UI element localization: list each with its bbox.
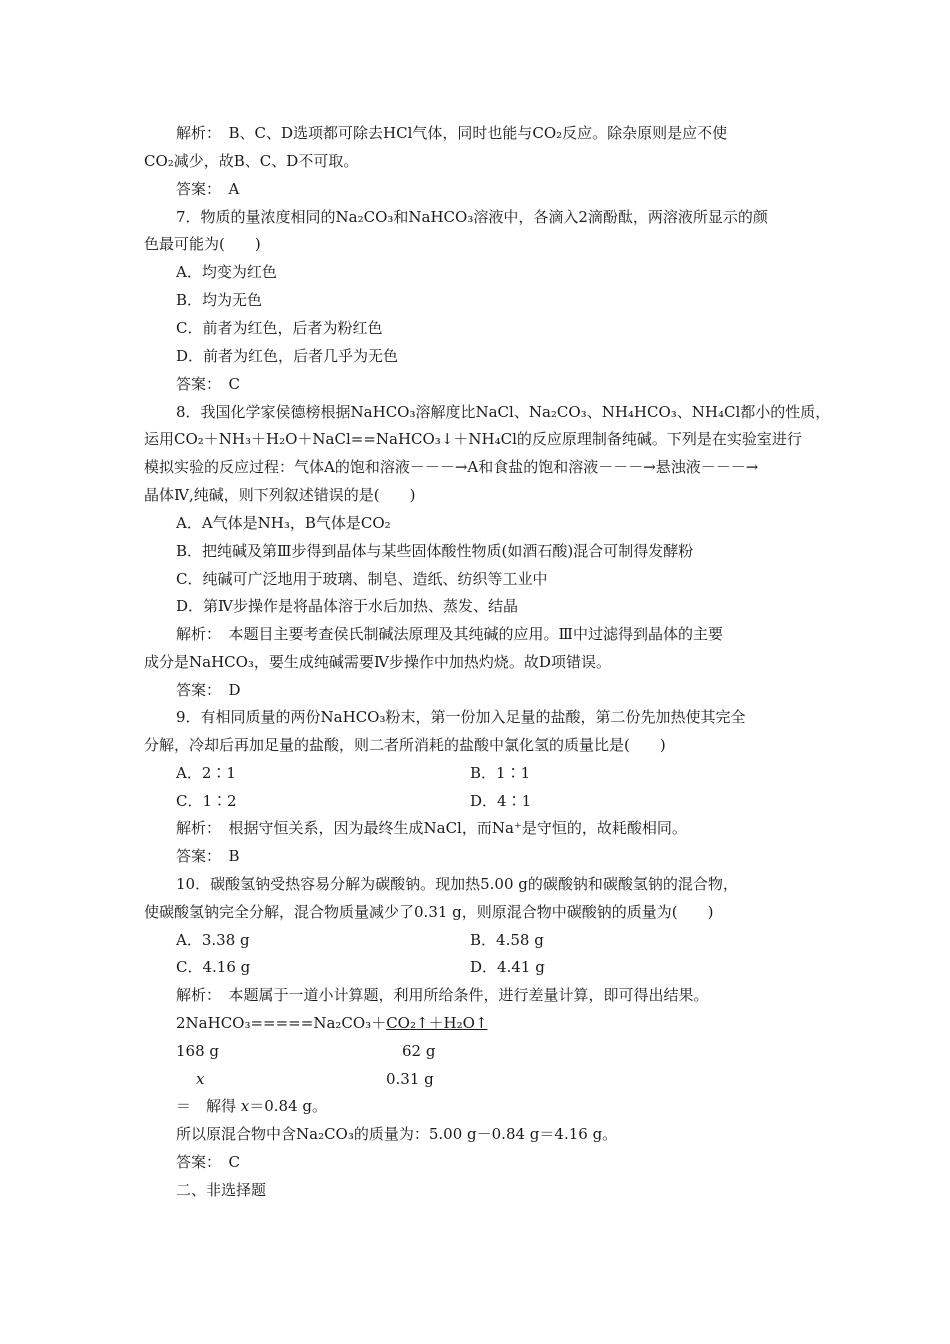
q8-option-b: B．把纯碱及第Ⅲ步得到晶体与某些固体酸性物质(如酒石酸)混合可制得发酵粉	[176, 542, 694, 560]
q10-stem-line1: 10．碳酸氢钠受热容易分解为碳酸钠。现加热5.00 g的碳酸钠和碳酸氢钠的混合物，	[176, 875, 738, 893]
q7-option-a: A．均变为红色	[176, 263, 277, 281]
q10-equation	[176, 1013, 488, 1033]
q10-solve-line	[176, 1096, 327, 1116]
q10-stem-line2: 使碳酸氢钠完全分解，混合物质量减少了0.31 g，则原混合物中碳酸钠的质量为( )	[144, 903, 714, 921]
q10-option-c: C．4.16 g	[176, 958, 251, 976]
q10-conclusion: 所以原混合物中含Na₂CO₃的质量为：5.00 g－0.84 g＝4.16 g。	[176, 1125, 618, 1143]
solve-variable: x	[240, 1097, 250, 1115]
equation-gas-products: CO₂↑＋H₂O↑	[386, 1014, 488, 1032]
q10-option-a: A．3.38 g	[176, 931, 250, 949]
solve-suffix: ＝0.84 g。	[249, 1097, 328, 1115]
q10-mass-right: 62 g	[402, 1042, 436, 1060]
q8-analysis-line2: 成分是NaHCO₃，要生成纯碱需要Ⅳ步操作中加热灼烧。故D项错误。	[144, 653, 611, 671]
q8-stem-line1: 8．我国化学家侯德榜根据NaHCO₃溶解度比NaCl、Na₂CO₃、NH₄HCO₃、NH₄Cl都小的性质，	[176, 403, 831, 421]
q9-stem-line1: 9．有相同质量的两份NaHCO₃粉末，第一份加入足量的盐酸，第二份先加热使其完全	[176, 708, 746, 726]
q10-variable-value: 0.31 g	[386, 1070, 434, 1088]
q9-option-b: B．1∶1	[470, 764, 531, 782]
q9-option-c: C．1∶2	[176, 792, 237, 810]
q7-option-d: D．前者为红色，后者几乎为无色	[176, 347, 399, 365]
q9-option-a: A．2∶1	[176, 764, 236, 782]
q6-analysis-line2: CO₂减少，故B、C、D不可取。	[144, 152, 359, 170]
q8-option-a: A．A气体是NH₃，B气体是CO₂	[176, 514, 391, 532]
q6-answer: 答案： A	[176, 180, 240, 198]
q8-option-d: D．第Ⅳ步操作是将晶体溶于水后加热、蒸发、结晶	[176, 597, 519, 615]
q9-analysis: 解析： 根据守恒关系，因为最终生成NaCl，而Na⁺是守恒的，故耗酸相同。	[176, 819, 687, 837]
solve-prefix: ＝ 解得	[176, 1097, 241, 1115]
q9-stem-line2: 分解，冷却后再加足量的盐酸，则二者所消耗的盐酸中氯化氢的质量比是( )	[144, 736, 666, 754]
q8-analysis-line1: 解析： 本题目主要考查侯氏制碱法原理及其纯碱的应用。Ⅲ中过滤得到晶体的主要	[176, 625, 723, 643]
q7-option-b: B．均为无色	[176, 291, 263, 309]
q8-stem-line2: 运用CO₂＋NH₃＋H₂O＋NaCl==NaHCO₃↓＋NH₄Cl的反应原理制备纯碱。下列是在实验室进行	[144, 430, 802, 448]
q10-option-d: D．4.41 g	[470, 958, 545, 976]
q9-option-d: D．4∶1	[470, 792, 532, 810]
q10-mass-left: 168 g	[176, 1042, 220, 1060]
q8-stem-line4: 晶体Ⅳ,纯碱，则下列叙述错误的是( )	[144, 486, 416, 504]
section-heading: 二、非选择题	[176, 1181, 267, 1199]
q10-option-b: B．4.58 g	[470, 931, 544, 949]
equation-reactants: 2NaHCO₃=====Na₂CO₃＋	[176, 1014, 387, 1032]
q7-option-c: C．前者为红色，后者为粉红色	[176, 319, 383, 337]
q10-analysis: 解析： 本题属于一道小计算题，利用所给条件，进行差量计算，即可得出结果。	[176, 986, 709, 1004]
q6-analysis-line1: 解析： B、C、D选项都可除去HCl气体，同时也能与CO₂反应。除杂原则是应不使	[176, 124, 728, 142]
q7-answer: 答案： C	[176, 375, 240, 393]
q7-stem-line2: 色最可能为( )	[144, 235, 261, 253]
q7-stem-line1: 7．物质的量浓度相同的Na₂CO₃和NaHCO₃溶液中，各滴入2滴酚酞，两溶液所显示的颜	[176, 208, 768, 226]
q8-answer: 答案： D	[176, 681, 241, 699]
q9-answer: 答案： B	[176, 847, 240, 865]
q10-variable-x: x	[196, 1070, 205, 1088]
q8-stem-line3: 模拟实验的反应过程：气体A的饱和溶液－－－→A和食盐的饱和溶液－－－→悬浊液－－－→	[144, 458, 759, 476]
q10-answer: 答案： C	[176, 1153, 240, 1171]
q8-option-c: C．纯碱可广泛地用于玻璃、制皂、造纸、纺织等工业中	[176, 570, 548, 588]
